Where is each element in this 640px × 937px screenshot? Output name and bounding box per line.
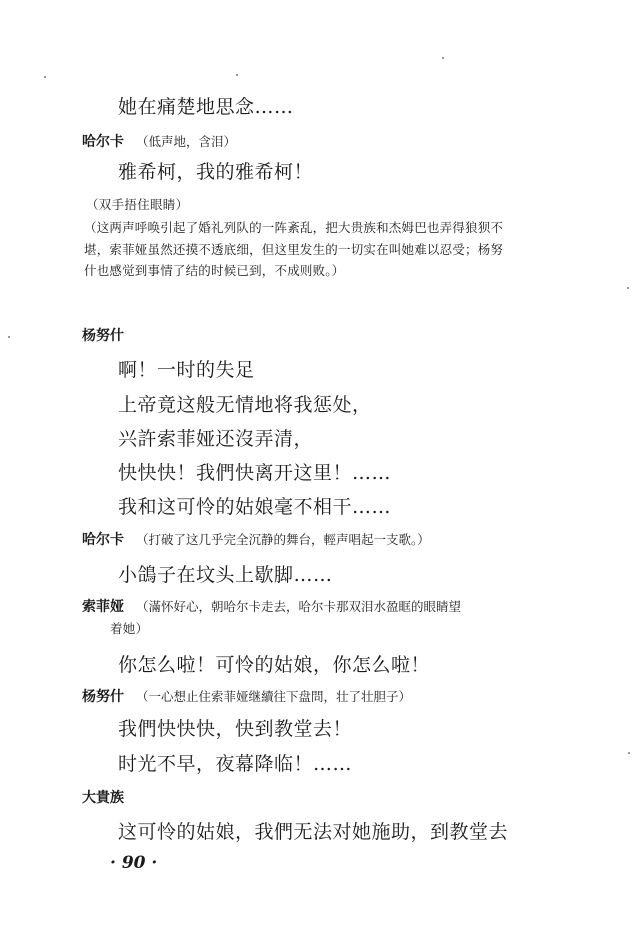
verse-line: 上帝竟这般无情地将我惩处， (118, 394, 372, 416)
verse-line: 小鴿子在坟头上歇脚…… (118, 564, 333, 586)
speaker-line (82, 686, 411, 706)
verse-line: 这可怜的姑娘，我們无法对她施助，到教堂去 (118, 821, 509, 843)
stage-direction: （滿怀好心，朝哈尔卡走去，哈尔卡那双泪水盈眶的眼睛望 (136, 599, 462, 614)
speaker-line (82, 131, 236, 151)
speaker-line (82, 529, 430, 549)
speaker-line (82, 787, 136, 807)
verse-line: 我和这可怜的姑娘毫不相干…… (118, 496, 392, 518)
verse-line: 我們快快快，快到教堂去！ (118, 718, 353, 740)
verse-line: 啊！一时的失足 (118, 359, 255, 381)
speaker-line (82, 596, 461, 616)
scan-speck (627, 287, 629, 289)
verse-line: 快快快！我們快离开这里！…… (118, 462, 392, 484)
scan-speck (44, 76, 46, 78)
verse-line: 兴許索菲娅还沒弄清， (118, 428, 314, 450)
stage-direction: （低声地，含泪） (136, 134, 237, 149)
verse-line: 时光不早，夜幕降临！…… (118, 753, 353, 775)
scan-speck (442, 57, 444, 59)
stage-direction-block: （这两声呼唤引起了婚礼列队的一阵紊乱，把大贵族和杰姆巴也弄得狼狈不堪，索菲娅虽然还摸不透底细，但这里发生的一切实在叫她难以忍受；杨努什也感觉到事情了结的时候已到，不成则败。） (84, 220, 504, 278)
speaker-name: 哈尔卡 (82, 134, 124, 150)
speaker-name: 杨努什 (82, 328, 124, 344)
speaker-name: 哈尔卡 (82, 532, 124, 548)
page-number: · 90 · (110, 853, 158, 873)
stage-direction: （一心想止住索菲娅继續往下盘問，壮了壮胆子） (136, 689, 412, 704)
speaker-name: 杨努什 (82, 689, 124, 705)
scan-speck (628, 752, 630, 754)
speaker-name: 大貴族 (82, 790, 124, 806)
speaker-line (82, 325, 136, 345)
stage-direction: 着她） (110, 621, 149, 636)
scan-speck (8, 336, 10, 338)
verse-line: 雅希柯，我的雅希柯！ (118, 161, 314, 183)
scan-speck (236, 74, 238, 76)
verse-line: 你怎么啦！可怜的姑娘，你怎么啦！ (118, 654, 431, 676)
stage-direction: （打破了这几乎完全沉静的舞台，輕声唱起一支歌。） (136, 532, 430, 547)
stage-direction: （双手捂住眼睛） (86, 197, 189, 212)
speaker-name: 索菲娅 (82, 599, 124, 615)
verse-line: 她在痛楚地思念…… (118, 96, 294, 118)
